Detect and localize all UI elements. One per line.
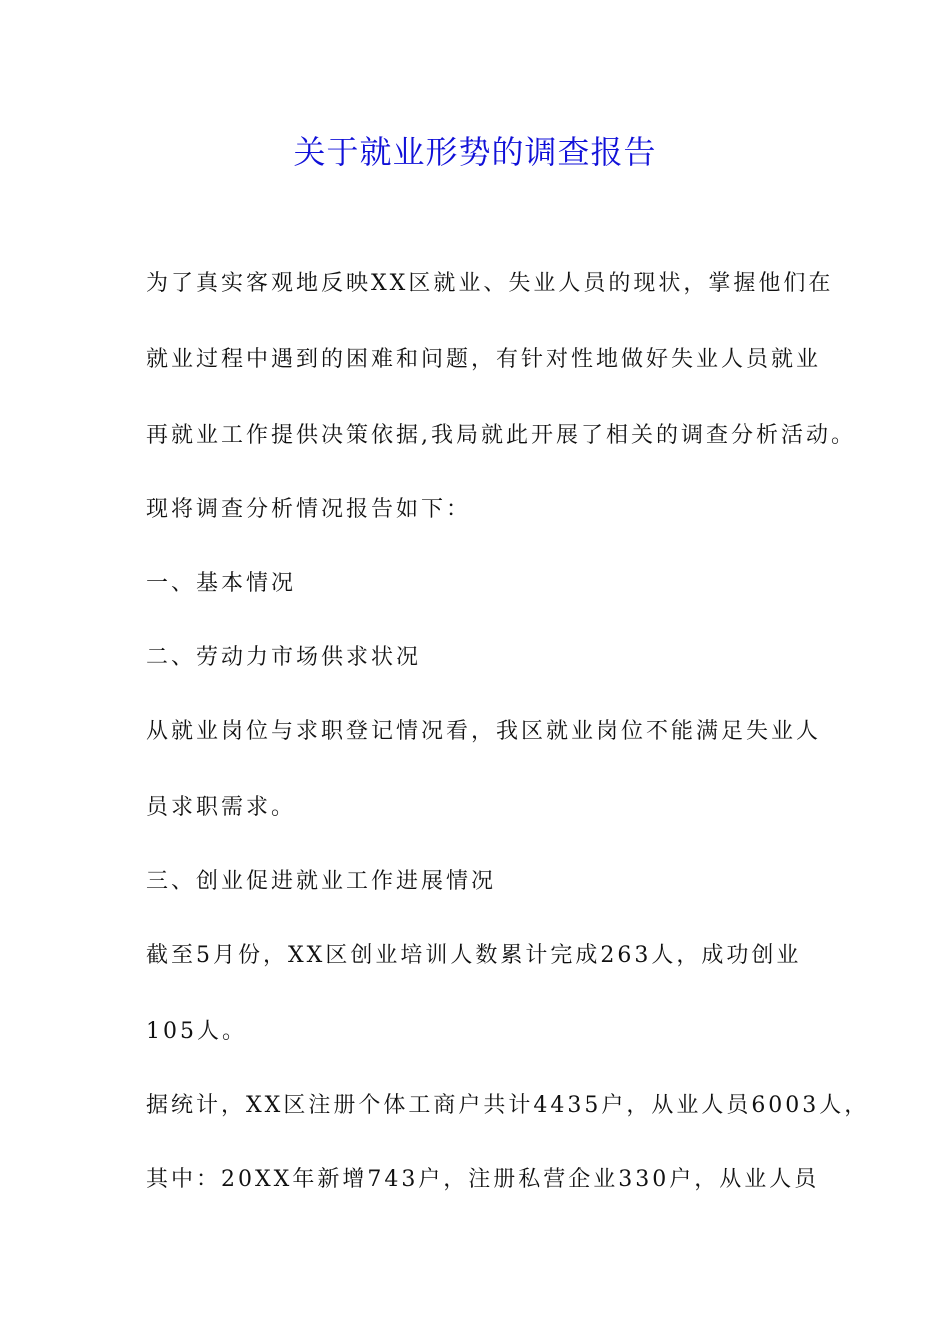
section-heading: 三、创业促进就业工作进展情况 [146, 869, 497, 894]
document-title: 关于就业形势的调查报告 [293, 133, 657, 171]
section-heading: 一、基本情况 [146, 571, 297, 596]
body-line: 员求职需求。 [146, 795, 297, 820]
body-line: 据统计，XX区注册个体工商户共计4435户，从业人员6003人， [146, 1093, 870, 1118]
body-line: 为了真实客观地反映XX区就业、失业人员的现状，掌握他们在 [146, 271, 834, 296]
body-line: 再就业工作提供决策依据,我局就此开展了相关的调查分析活动。 [146, 423, 856, 448]
section-heading: 二、劳动力市场供求状况 [146, 645, 422, 670]
body-line: 现将调查分析情况报告如下： [146, 497, 472, 522]
body-line: 从就业岗位与求职登记情况看，我区就业岗位不能满足失业人 [146, 719, 822, 744]
body-line: 截至5月份，XX区创业培训人数累计完成263人，成功创业 [146, 943, 802, 968]
body-line: 105人。 [146, 1019, 247, 1044]
body-line: 就业过程中遇到的困难和问题，有针对性地做好失业人员就业 [146, 347, 822, 372]
body-line: 其中：20XX年新增743户，注册私营企业330户，从业人员 [146, 1167, 820, 1192]
